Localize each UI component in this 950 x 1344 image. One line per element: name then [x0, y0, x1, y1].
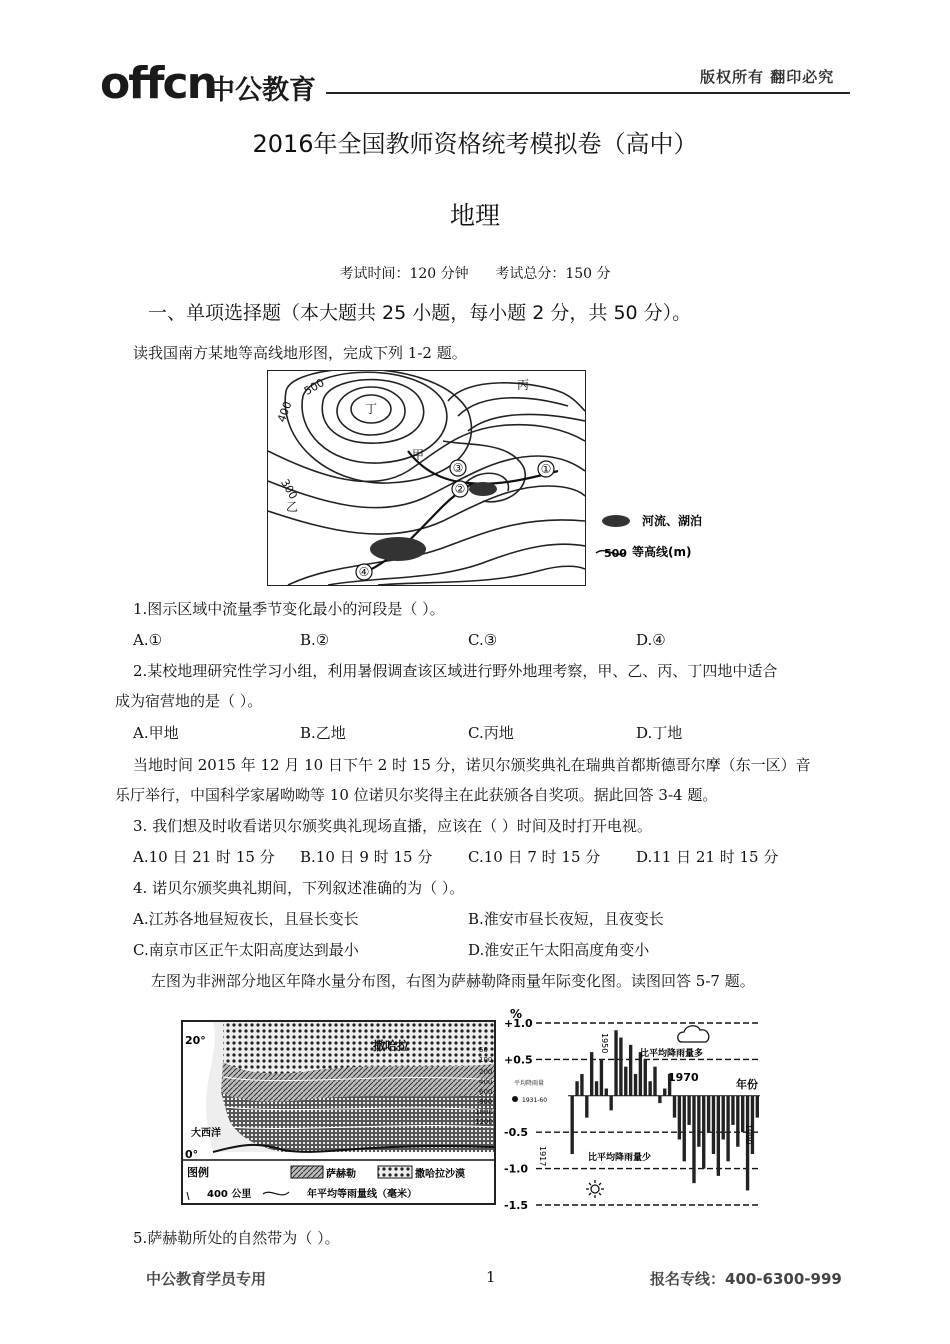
q1-option-b[interactable]: B.② — [300, 631, 330, 649]
chart-bar — [712, 1096, 715, 1154]
chart-xlabel: 年份 — [736, 1078, 758, 1091]
chart-bar — [629, 1045, 632, 1096]
map-marker-3: ③ — [452, 461, 464, 475]
chart-bar — [614, 1030, 617, 1096]
q3-option-b[interactable]: B.10 日 9 时 15 分 — [300, 848, 433, 866]
chart-annotation-below: 比平均降雨量少 — [588, 1153, 652, 1163]
lake-large — [370, 537, 426, 561]
contour-label-400: 400 — [275, 399, 295, 424]
sun-icon — [586, 1180, 604, 1198]
q2-stem-line2: 成为宿营地的是（ ）。 — [115, 692, 263, 710]
q3-option-a[interactable]: A.10 日 21 时 15 分 — [133, 848, 275, 866]
copyright-notice: 版权所有 翻印必究 — [700, 68, 835, 86]
q3-option-d[interactable]: D.11 日 21 时 15 分 — [636, 848, 779, 866]
africa-map-svg — [183, 1022, 494, 1203]
contour-map-svg — [268, 371, 585, 585]
chart-bar — [571, 1096, 574, 1154]
chart-ytick-label: +0.5 — [504, 1053, 533, 1067]
legend-isohyet: 年平均等雨量线（毫米） — [307, 1189, 417, 1200]
passage2-line1: 当地时间 2015 年 12 月 10 日下午 2 时 15 分，诺贝尔颁奖典礼在瑞典首都斯德哥尔摩（东一区）音 — [133, 756, 811, 774]
place-yi: 乙 — [285, 500, 299, 514]
map-scale: 400 公里 — [207, 1189, 252, 1200]
q3-option-c[interactable]: C.10 日 7 时 15 分 — [468, 848, 601, 866]
q4-option-d[interactable]: D.淮安正午太阳高度角变小 — [468, 941, 650, 959]
place-jia: 甲 — [411, 448, 425, 462]
logo-chinese: 中公教育 — [208, 75, 316, 106]
chart-bar — [609, 1096, 612, 1111]
chart-bar — [644, 1059, 647, 1095]
isohyet-400: 400 — [479, 1078, 493, 1086]
chart-ytick-label: +1.0 — [504, 1017, 533, 1030]
q1-option-d[interactable]: D.④ — [636, 631, 666, 649]
africa-precip-map — [181, 1020, 496, 1205]
chart-bar — [687, 1096, 690, 1125]
contour-map — [267, 370, 586, 586]
q2-option-a[interactable]: A.甲地 — [133, 724, 179, 742]
chart-bar — [722, 1096, 725, 1140]
page-number: 1 — [486, 1268, 496, 1286]
subject-title: 地理 — [449, 201, 500, 230]
chart-annotation-mean: 平均降雨量 — [514, 1080, 545, 1087]
contour-label-500: 500 — [301, 376, 327, 398]
chart-bar — [624, 1067, 627, 1096]
legend-sahel: 萨赫勒 — [326, 1169, 356, 1180]
chart-bar — [736, 1096, 739, 1147]
chart-bar — [726, 1096, 729, 1162]
chart-annotation-1950: 1950 — [600, 1033, 609, 1054]
chart-annotation-above: 比平均降雨量多 — [640, 1049, 704, 1059]
legend-contour-value: 500 — [604, 547, 627, 560]
chart-bar — [619, 1038, 622, 1096]
q4-option-c[interactable]: C.南京市区正午太阳高度达到最小 — [133, 941, 359, 959]
chart-bar — [658, 1096, 661, 1103]
q4-option-b[interactable]: B.淮安市昼长夜短，且夜变长 — [468, 910, 664, 928]
sahel-rainfall-chart — [500, 1006, 775, 1216]
legend-title: 图例 — [187, 1166, 209, 1179]
q1-option-c[interactable]: C.③ — [468, 631, 498, 649]
contour-map-legend — [592, 510, 742, 560]
place-ding: 丁 — [364, 402, 378, 416]
lat-0-label: 0° — [185, 1148, 199, 1161]
chart-annotation-1970: 1970 — [668, 1071, 699, 1084]
chart-bar — [575, 1081, 578, 1096]
footer-hotline: 报名专线：400-6300-999 — [650, 1270, 842, 1288]
chart-bar — [678, 1096, 681, 1140]
legend-sahara: 撒哈拉沙漠 — [415, 1169, 465, 1180]
chart-bar — [731, 1096, 734, 1125]
map-marker-1: ① — [540, 462, 552, 476]
chart-bar — [707, 1096, 710, 1132]
chart-bar — [741, 1096, 744, 1132]
place-bing: 丙 — [516, 378, 530, 392]
map-marker-4: ④ — [358, 565, 370, 579]
chart-bar — [600, 1059, 603, 1095]
q2-stem-line1: 2.某校地理研究性学习小组，利用暑假调查该区域进行野外地理考察，甲、乙、丙、丁四地中适合 — [133, 662, 778, 680]
chart-annotation-1990: 1990 — [744, 1124, 753, 1145]
isohyet-1200: 1200 — [475, 1118, 493, 1126]
isohyet-600: 600 — [479, 1088, 493, 1096]
chart-ytick-label: -1.0 — [504, 1162, 529, 1176]
lat-20-label: 20° — [185, 1034, 206, 1047]
chart-bar — [648, 1081, 651, 1096]
passage2-line2: 乐厅举行，中国科学家屠呦呦等 10 位诺贝尔奖得主在此获颁各自奖项。据此回答 3-4 题。 — [115, 786, 718, 804]
q3-stem: 3. 我们想及时收看诺贝尔颁奖典礼现场直播，应该在（ ）时间及时打开电视。 — [133, 817, 652, 835]
chart-bar — [585, 1096, 588, 1118]
chart-bar — [595, 1081, 598, 1096]
q5-stem: 5.萨赫勒所处的自然带为（ ）。 — [133, 1229, 340, 1247]
chart-bar — [653, 1067, 656, 1096]
chart-bar — [683, 1096, 686, 1162]
legend-river: 河流、湖泊 — [642, 514, 703, 528]
chart-ytick-label: -1.5 — [504, 1199, 529, 1212]
chart-ylabel: % — [510, 1007, 523, 1021]
ocean-label: 大西洋 — [191, 1128, 221, 1139]
chart-bar — [605, 1089, 608, 1096]
chart-ytick-label: -0.5 — [504, 1126, 529, 1140]
exam-info: 考试时间：120 分钟 考试总分：150 分 — [339, 266, 611, 282]
map-marker-2: ② — [454, 482, 466, 496]
chart-annotation-1917: 1917 — [538, 1146, 547, 1167]
q4-option-a[interactable]: A.江苏各地昼短夜长，且昼长变长 — [133, 910, 359, 928]
chart-bar — [634, 1074, 637, 1096]
footer-left: 中公教育学员专用 — [146, 1270, 267, 1288]
header-divider — [326, 92, 850, 94]
chart-bar — [580, 1074, 583, 1096]
isohyet-50: 50 — [479, 1046, 488, 1054]
isohyet-100: 100 — [479, 1056, 493, 1064]
q1-option-a[interactable]: A.① — [133, 631, 163, 649]
q1-stem: 1.图示区域中流量季节变化最小的河段是（ ）。 — [133, 600, 445, 618]
chart-bar — [692, 1096, 695, 1183]
isohyet-1000: 1000 — [475, 1108, 493, 1116]
isohyet-800: 800 — [479, 1098, 493, 1106]
chart-bar — [673, 1096, 676, 1118]
q2-option-d[interactable]: D.丁地 — [636, 724, 683, 742]
chart-bar — [756, 1096, 759, 1118]
q2-option-c[interactable]: C.丙地 — [468, 724, 514, 742]
logo-offcn: offcn — [100, 58, 216, 109]
mean-marker — [512, 1096, 518, 1102]
chart-bar — [663, 1089, 666, 1096]
page-title: 2016年全国教师资格统考模拟卷（高中） — [252, 130, 698, 158]
contour-label-300: 300 — [278, 476, 300, 502]
cloud-icon — [678, 1026, 709, 1042]
legend-contour: 等高线(m) — [632, 545, 692, 559]
region-label: 撒哈拉 — [373, 1039, 410, 1053]
chart-bar — [697, 1096, 700, 1147]
q4-stem: 4. 诺贝尔颁奖典礼期间，下列叙述准确的为（ ）。 — [133, 879, 465, 897]
chart-bar — [590, 1052, 593, 1096]
q2-option-b[interactable]: B.乙地 — [300, 724, 346, 742]
intro-q1-2: 读我国南方某地等高线地形图，完成下列 1-2 题。 — [133, 344, 467, 362]
isohyet-200: 200 — [479, 1068, 493, 1076]
lake-small — [469, 482, 497, 496]
chart-bar — [702, 1096, 705, 1169]
chart-annotation-period: 1931-60 — [522, 1097, 548, 1104]
section-heading: 一、单项选择题（本大题共 25 小题，每小题 2 分，共 50 分）。 — [148, 302, 692, 324]
intro-q5-7: 左图为非洲部分地区年降水量分布图，右图为萨赫勒降雨量年际变化图。读图回答 5-7 题。 — [151, 972, 755, 990]
chart-bar — [717, 1096, 720, 1176]
